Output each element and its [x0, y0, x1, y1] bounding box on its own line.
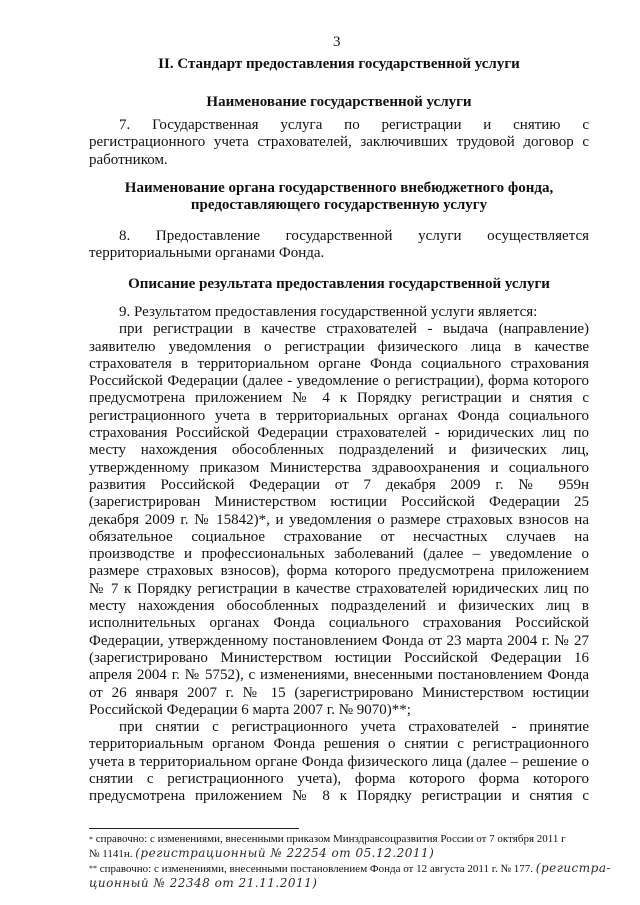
item-9-line: декабря 2009 г. № 15842)*, и уведомления о размере страховых взносов на: [89, 511, 589, 528]
item-9-line: месту нахождения обособленных подразделений и физических лиц в: [89, 598, 589, 615]
footnote-1-line2: № 1141н.: [89, 848, 133, 860]
item-9-line: (зарегистрирован Министерством юстиции Российской Федерации 25: [89, 494, 589, 511]
item-7-line: 7. Государственная услуга по регистрации и снятию с: [119, 117, 589, 133]
item-9-line: апреля 2004 г. № 5752), с изменениями, внесенными постановлением Фонда: [89, 667, 589, 684]
footnote-2-handwritten: (регистра-: [535, 861, 612, 875]
item-9-line: страхования Российской Федерации страхователей - юридических лиц по: [89, 425, 589, 442]
item-8-line: 8. Предоставление государственной услуги осуществляется: [119, 228, 589, 244]
item-9-line: № 7 к Порядку регистрации в качестве страхователей юридических лиц по: [89, 580, 589, 597]
item-9-line: предусмотрена приложением № 4 к Порядку регистрации и снятия с: [89, 390, 589, 407]
page-number: 3: [333, 34, 341, 50]
item-9-line: (зарегистрировано Министерством юстиции Российской Федерации 16: [89, 649, 589, 666]
item-9-line: исполнительных органах Фонда социального страхования Российской: [89, 615, 589, 632]
section-title: II. Стандарт предоставления государственной услуги: [158, 56, 520, 72]
heading-service-name: Наименование государственной услуги: [206, 94, 472, 110]
item-9-line: территориальным органом Фонда решения о снятии с регистрационного: [89, 736, 589, 753]
item-9-line: утвержденному приказом Министерства здравоохранения и социального: [89, 459, 589, 476]
footnote-1-handwritten: (регистрационный № 22254 от 05.12.2011): [135, 846, 435, 860]
footnote-divider: [89, 828, 299, 829]
heading-organ: [89, 180, 589, 214]
item-9-paragraph: [89, 304, 589, 806]
item-9-line: месту нахождения обособленных подразделений и физических лиц,: [89, 442, 589, 459]
item-9-line: Российской Федерации 6 марта 2007 г. № 9070)**;: [89, 701, 411, 718]
footnote-2-text: справочно: с изменениями, внесенными постановлением Фонда от 12 августа 2011 г. № 177.: [99, 863, 534, 875]
item-9-line: регистрационного учета в территориальных органах Фонда социального: [89, 407, 589, 424]
heading-result: Описание результата предоставления государственной услуги: [128, 276, 550, 292]
item-9-line: предусмотрена приложением № 8 к Порядку регистрации и снятия с: [89, 788, 589, 805]
heading-organ-line: Наименование органа государственного внебюджетного фонда,: [124, 180, 554, 196]
item-9-line: обязательное социальное страхование от несчастных случаев на: [89, 528, 589, 545]
footnote-1-text: справочно: с изменениями, внесенными приказом Минздравсоцразвития России от 7 октября 2011 г: [95, 833, 566, 845]
item-9-line: 9. Результатом предоставления государственной услуги является:: [119, 304, 538, 320]
footnote-1: [89, 833, 599, 846]
item-9-line: учета в территориальном органе Фонда физического лица (далее – решение о: [89, 753, 589, 770]
item-8-paragraph: [89, 228, 589, 263]
item-9-line: развития Российской Федерации от 7 декабря 2009 г. № 959н: [89, 476, 589, 493]
item-9-line: при снятии с регистрационного учета страхователей - принятие: [119, 719, 589, 736]
item-7-line: регистрационного учета страхователей, заключивших трудовой договор с: [89, 134, 589, 151]
item-9-line: страхователя в территориальном органе Фонда социального страхования: [89, 355, 589, 372]
footnote-2: [89, 861, 612, 876]
item-9-line: Федерации, утвержденному постановлением Фонда от 23 марта 2004 г. № 27: [89, 632, 589, 649]
item-7-line: работником.: [89, 151, 168, 168]
footnote-2-handwritten-cont: ционный № 22348 от 21.11.2011): [89, 876, 318, 890]
item-9-line: размере страховых взносов), форма которого предусмотрена приложением: [89, 563, 589, 580]
heading-organ-line: предоставляющего государственную услугу: [190, 197, 488, 213]
item-9-line: при регистрации в качестве страхователей - выдача (направление): [119, 321, 589, 338]
item-8-line: территориальными органами Фонда.: [89, 245, 325, 262]
item-9-line: Российской Федерации (далее - уведомление о регистрации), форма которого: [89, 373, 589, 390]
item-9-line: заявителю уведомления о регистрации физического лица в качестве: [89, 338, 589, 355]
footnote-1-marker: *: [89, 835, 93, 844]
footnote-2-marker: **: [89, 864, 97, 873]
item-7-paragraph: [89, 117, 589, 169]
footnote-1-cont: [89, 847, 599, 861]
footnote-2-cont: [89, 877, 599, 891]
item-9-line: от 26 января 2007 г. № 15 (зарегистрировано Министерством юстиции: [89, 684, 589, 701]
item-9-line: снятии с регистрационного учета), форма которого форма которого: [89, 771, 589, 788]
item-9-line: производстве и профессиональных заболеваний (далее – уведомление о: [89, 546, 589, 563]
